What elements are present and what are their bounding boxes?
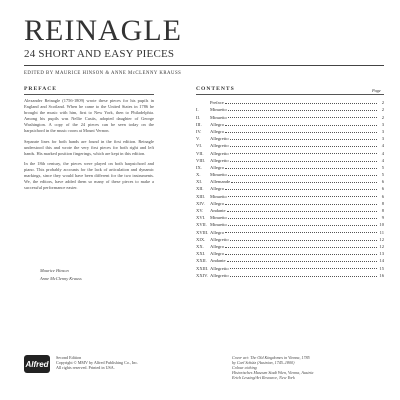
piece-title: Minuetto xyxy=(210,215,227,221)
title-divider xyxy=(24,65,384,66)
dot-leader xyxy=(228,218,377,219)
contents-row[interactable] xyxy=(196,263,384,270)
page-number: 3 xyxy=(381,128,384,134)
page-number: 4 xyxy=(381,150,384,156)
edition-line: Second Edition xyxy=(56,355,82,360)
dot-leader xyxy=(225,125,377,126)
contents-row[interactable] xyxy=(196,120,384,127)
signature-hinson: Maurice Hinson xyxy=(40,268,69,273)
piece-title: Andante xyxy=(210,208,226,213)
contents-row[interactable] xyxy=(196,127,384,134)
copyright-notice xyxy=(56,355,138,370)
piece-number: XVII. xyxy=(196,222,207,228)
preface-heading: PREFACE xyxy=(24,86,57,92)
piece-number: XXIV. xyxy=(196,272,209,278)
page-number: 9 xyxy=(381,215,384,221)
page-number: 3 xyxy=(381,121,384,127)
page-number: 3 xyxy=(381,136,384,142)
page-number: 2 xyxy=(381,100,384,106)
piece-number: X. xyxy=(196,172,201,178)
dot-leader xyxy=(230,146,377,147)
page-number: 6 xyxy=(381,179,384,185)
preface-divider xyxy=(24,94,154,95)
contents-heading: CONTENTS xyxy=(196,86,235,92)
contents-row[interactable] xyxy=(196,199,384,206)
publisher-logo: Alfred xyxy=(24,355,50,373)
page-number: 12 xyxy=(379,243,384,249)
contents-row[interactable] xyxy=(196,220,384,227)
dot-leader xyxy=(225,189,377,190)
contents-row[interactable] xyxy=(196,249,384,256)
piece-number: II. xyxy=(196,114,201,120)
piece-title: Allegro xyxy=(210,121,225,127)
dot-leader xyxy=(230,276,377,277)
cover-credit-line: Colour etching xyxy=(232,365,257,370)
piece-number: XX. xyxy=(196,243,204,249)
piece-number: XIII. xyxy=(196,193,206,199)
piece-number: XIX. xyxy=(196,236,206,242)
piece-number: VII. xyxy=(196,150,204,156)
contents-row[interactable] xyxy=(196,177,384,184)
piece-title: Allemande xyxy=(210,179,231,185)
piece-title: Allegro xyxy=(210,229,225,235)
page-number: 5 xyxy=(381,172,384,178)
cover-credit-line: Cover art: The Old Kingdomes in Vienna, 1785 xyxy=(232,355,310,360)
dot-leader xyxy=(227,211,377,212)
contents-row[interactable] xyxy=(196,256,384,263)
editors-credit: EDITED BY MAURICE HINSON & ANNE McCLENNY KRAUSS xyxy=(24,71,182,76)
copyright-line: Copyright © MMV by Alfred Publishing Co., Inc. xyxy=(56,360,139,365)
piece-number: XV. xyxy=(196,208,204,213)
cover-credit-line: by Carl Schütz (Austrian, 1745–1800) xyxy=(232,360,295,365)
piece-title: Allegretto xyxy=(210,265,229,271)
piece-title: Allegretto xyxy=(210,157,229,163)
contents-row[interactable] xyxy=(196,141,384,148)
contents-list xyxy=(196,98,384,278)
pages-column-label: Page xyxy=(372,88,381,93)
contents-row[interactable] xyxy=(196,235,384,242)
page-number: 16 xyxy=(379,272,384,278)
page-number: 6 xyxy=(381,186,384,192)
piece-number: I. xyxy=(196,107,199,113)
dot-leader xyxy=(225,204,377,205)
piece-number: III. xyxy=(196,121,202,127)
piece-title: Allegretto xyxy=(210,150,229,156)
piece-title: Minuetto xyxy=(210,114,227,120)
preface-text xyxy=(24,98,154,195)
page-number: 8 xyxy=(381,200,384,206)
piece-number: XXIII. xyxy=(196,265,209,271)
cover-credit-line: Erich Lessing/Art Resource, New York xyxy=(232,375,295,380)
rights-line: All rights reserved. Printed in USA. xyxy=(56,365,115,370)
piece-number: XVI. xyxy=(196,215,206,221)
dot-leader xyxy=(230,139,377,140)
contents-row[interactable] xyxy=(196,156,384,163)
page-number: 15 xyxy=(379,265,384,271)
piece-number: IX. xyxy=(196,164,202,170)
piece-title: Allegretto xyxy=(210,143,229,149)
piece-title: Allegretto xyxy=(210,136,229,142)
dot-leader xyxy=(225,254,377,255)
piece-number: VI. xyxy=(196,143,202,149)
dot-leader xyxy=(225,168,377,169)
cover-art-credit xyxy=(232,355,384,380)
piece-number: XVIII. xyxy=(196,229,209,235)
contents-row[interactable] xyxy=(196,206,384,213)
dot-leader xyxy=(225,232,377,233)
piece-title: Minuetto xyxy=(210,222,227,228)
dot-leader xyxy=(228,175,377,176)
dot-leader xyxy=(225,247,377,248)
dot-leader xyxy=(230,268,377,269)
piece-title: Allegro xyxy=(210,200,225,206)
contents-row[interactable] xyxy=(196,105,384,112)
contents-row[interactable] xyxy=(196,112,384,119)
contents-row[interactable] xyxy=(196,271,384,278)
piece-title: Andante xyxy=(210,258,226,264)
contents-row[interactable] xyxy=(196,163,384,170)
piece-number: V. xyxy=(196,136,200,142)
piece-number: IV. xyxy=(196,128,202,134)
page-number: 11 xyxy=(379,229,384,235)
piece-number: XII. xyxy=(196,186,204,192)
page-title: REINAGLE xyxy=(24,14,182,47)
contents-row[interactable] xyxy=(196,98,384,105)
piece-title: Minuetto xyxy=(210,172,227,178)
dot-leader xyxy=(225,132,377,133)
dot-leader xyxy=(231,182,377,183)
contents-divider xyxy=(196,94,384,95)
contents-row[interactable] xyxy=(196,242,384,249)
page-number: 2 xyxy=(381,107,384,113)
page-number: 4 xyxy=(381,157,384,163)
contents-row[interactable] xyxy=(196,134,384,141)
contents-row[interactable] xyxy=(196,148,384,155)
dot-leader xyxy=(228,196,377,197)
preface-paragraph: In the 18th century, the pieces were played on both harpsichord and piano. This probably accounts for the lack of articulation and dynamic markings, since they would have been different for the two instruments. We, the editors, have added them so many of these pieces to make a successful performance easier. xyxy=(24,160,154,191)
page-subtitle: 24 SHORT AND EASY PIECES xyxy=(24,48,175,60)
page-number: 2 xyxy=(381,114,384,120)
page-number: 13 xyxy=(379,251,384,257)
piece-number: XIV. xyxy=(196,200,205,206)
page-number: 14 xyxy=(379,258,384,264)
contents-row[interactable] xyxy=(196,170,384,177)
cover-credit-line: Historisches Museum Stadt Wien, Vienna, Austria xyxy=(232,370,314,375)
piece-number: XXI. xyxy=(196,251,206,257)
dot-leader xyxy=(230,153,377,154)
piece-title: Allegro xyxy=(210,164,225,170)
contents-row[interactable] xyxy=(196,213,384,220)
piece-title: Allegro xyxy=(210,243,225,249)
page-number: 10 xyxy=(379,222,384,228)
piece-number: VIII. xyxy=(196,157,206,163)
page-number: 8 xyxy=(381,208,384,213)
piece-title: Allegro xyxy=(210,186,225,192)
dot-leader xyxy=(230,161,377,162)
preface-paragraph: Separate lines for both hands are found in the first edition. Reinagle understood this and wrote the very first pieces for both right and left hands. His marked position fingerings, which are kept in this edition. xyxy=(24,138,154,156)
signature-krauss: Anne McClenny Krauss xyxy=(40,276,82,281)
piece-title: Allegretto xyxy=(210,272,229,278)
contents-row[interactable] xyxy=(196,191,384,198)
page-number: 6 xyxy=(381,193,384,199)
page-number: 12 xyxy=(379,236,384,242)
piece-title: Allegretto xyxy=(210,236,229,242)
piece-number: XXII. xyxy=(196,258,207,264)
dot-leader xyxy=(228,110,377,111)
piece-title: Allegro xyxy=(210,128,225,134)
page-number: 4 xyxy=(381,143,384,149)
contents-row[interactable] xyxy=(196,184,384,191)
page-number: 5 xyxy=(381,164,384,170)
dot-leader xyxy=(230,240,377,241)
piece-number: XI. xyxy=(196,179,202,185)
dot-leader xyxy=(227,261,377,262)
dot-leader xyxy=(228,117,377,118)
preface-paragraph: Alexander Reinagle (1756-1809) wrote these pieces for his pupils in England and Scotland. When he came to the United States in 1786 he brought the music with him, first to New York, then to Philadelphia. Among his pupils was Nellie Custis, adopted daughter of George Washington. A copy of the 24 pieces can be seen today on the harpsichord in the music room at Mount Vernon. xyxy=(24,98,154,134)
piece-title: Minuetto xyxy=(210,107,227,113)
contents-row[interactable] xyxy=(196,227,384,234)
dot-leader xyxy=(228,225,377,226)
piece-title: Allegro xyxy=(210,251,225,257)
piece-title: Minuetto xyxy=(210,193,227,199)
piece-title: Preface xyxy=(210,100,224,106)
dot-leader xyxy=(225,103,377,104)
